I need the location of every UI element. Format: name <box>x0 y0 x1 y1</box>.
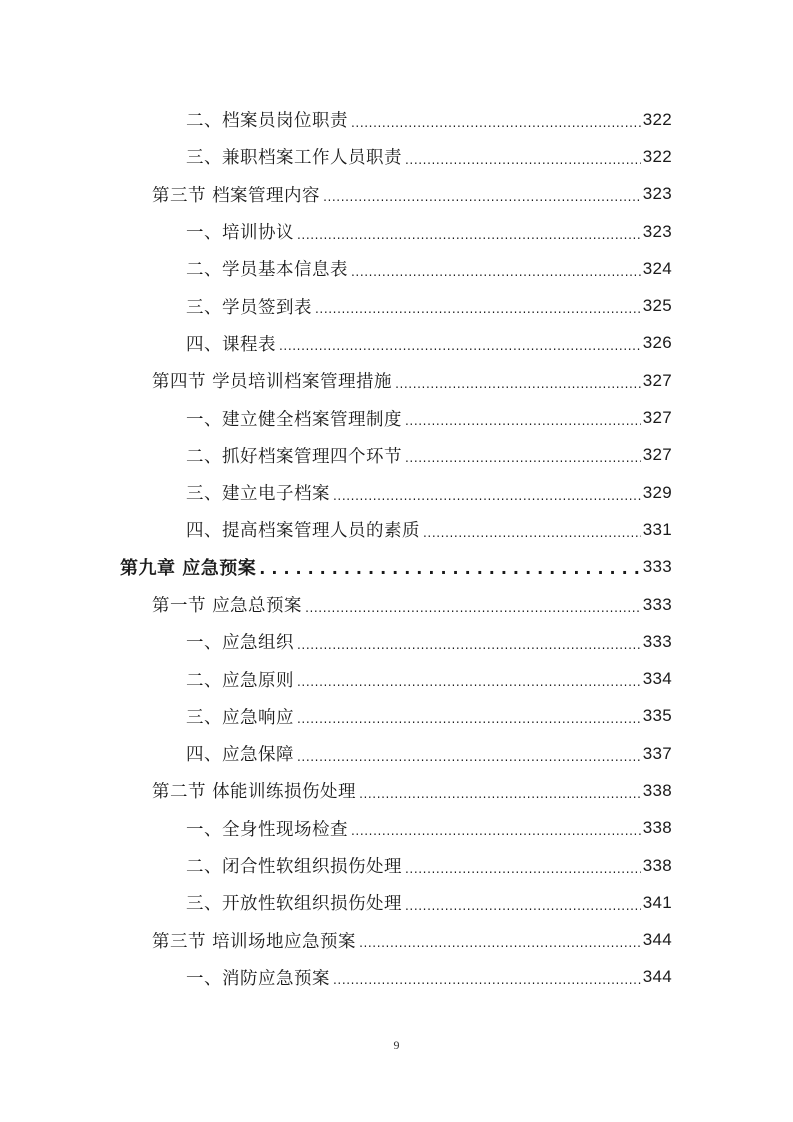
toc-entry-title: 三、建立电子档案 <box>186 484 330 505</box>
dot-leader <box>297 750 641 764</box>
dot-leader <box>359 936 641 950</box>
toc-entry-title: 二、闭合性软组织损伤处理 <box>186 857 402 878</box>
dot-leader <box>395 377 641 391</box>
toc-entry-page-number: 322 <box>642 146 672 166</box>
toc-entry-page-number: 337 <box>642 743 672 763</box>
toc-subsection-entry[interactable] <box>0 101 793 138</box>
table-of-contents <box>0 101 793 996</box>
toc-subsection-entry[interactable] <box>0 511 793 548</box>
toc-entry-page-number: 322 <box>642 109 672 129</box>
toc-section-entry[interactable] <box>0 176 793 213</box>
dot-leader <box>405 862 641 876</box>
dot-leader <box>333 489 641 503</box>
toc-entry-title: 一、培训协议 <box>186 223 294 244</box>
toc-entry-page-number: 334 <box>642 669 672 689</box>
dot-leader <box>405 451 641 465</box>
toc-entry-title: 一、应急组织 <box>186 633 294 654</box>
page-number: 9 <box>393 1038 400 1052</box>
dot-leader <box>405 899 641 913</box>
dot-leader <box>351 265 641 279</box>
toc-entry-title: 第一节 应急总预案 <box>152 596 303 616</box>
dot-leader <box>351 116 641 130</box>
toc-entry-page-number: 333 <box>642 631 672 651</box>
toc-entry-title: 四、课程表 <box>186 334 276 355</box>
dot-leader <box>405 153 641 167</box>
toc-subsection-entry[interactable] <box>0 474 793 511</box>
toc-entry-title: 二、档案员岗位职责 <box>186 111 348 132</box>
dot-leader <box>333 973 641 987</box>
dot-leader <box>297 675 641 689</box>
dot-leader <box>305 601 641 615</box>
dot-leader <box>423 526 641 540</box>
toc-subsection-entry[interactable] <box>0 325 793 362</box>
toc-entry-title: 第二节 体能训练损伤处理 <box>152 782 357 803</box>
toc-entry-page-number: 333 <box>642 594 672 614</box>
toc-entry-page-number: 327 <box>642 408 672 428</box>
dot-leader <box>315 302 641 316</box>
toc-entry-title: 三、应急响应 <box>186 707 294 728</box>
toc-entry-page-number: 324 <box>642 258 672 278</box>
toc-entry-page-number: 344 <box>642 967 672 987</box>
dot-leader <box>259 559 640 578</box>
dot-leader <box>297 228 641 242</box>
toc-entry-title: 一、全身性现场检查 <box>186 819 348 840</box>
toc-entry-title: 第三节 档案管理内容 <box>152 185 321 206</box>
toc-entry-title: 一、消防应急预案 <box>186 968 330 989</box>
toc-subsection-entry[interactable] <box>0 660 793 697</box>
toc-entry-page-number: 326 <box>642 333 672 353</box>
dot-leader <box>359 787 641 801</box>
toc-entry-title: 二、抓好档案管理四个环节 <box>186 446 402 467</box>
toc-entry-title: 第四节 学员培训档案管理措施 <box>152 372 393 393</box>
toc-entry-page-number: 323 <box>642 184 672 204</box>
toc-entry-page-number: 329 <box>642 482 672 502</box>
toc-entry-title: 一、建立健全档案管理制度 <box>186 409 402 430</box>
toc-subsection-entry[interactable] <box>0 623 793 660</box>
toc-entry-title: 三、兼职档案工作人员职责 <box>186 148 402 169</box>
toc-entry-title: 三、开放性软组织损伤处理 <box>186 894 402 915</box>
toc-section-entry[interactable] <box>0 586 793 623</box>
toc-entry-page-number: 331 <box>642 519 672 539</box>
toc-entry-title: 四、应急保障 <box>186 745 294 766</box>
toc-entry-page-number: 327 <box>642 370 672 390</box>
toc-entry-page-number: 341 <box>642 892 672 912</box>
toc-entry-title: 二、应急原则 <box>186 670 294 691</box>
toc-entry-title: 三、学员签到表 <box>186 297 312 318</box>
toc-section-entry[interactable] <box>0 922 793 959</box>
toc-section-entry[interactable] <box>0 772 793 809</box>
toc-entry-page-number: 338 <box>642 780 672 800</box>
toc-entry-page-number: 338 <box>642 818 672 838</box>
toc-subsection-entry[interactable] <box>0 698 793 735</box>
toc-chapter-entry[interactable] <box>0 549 793 586</box>
toc-subsection-entry[interactable] <box>0 437 793 474</box>
toc-subsection-entry[interactable] <box>0 735 793 772</box>
toc-entry-title: 第九章 应急预案 <box>120 558 257 580</box>
toc-entry-title: 第三节 培训场地应急预案 <box>152 931 357 952</box>
dot-leader <box>405 414 641 428</box>
toc-entry-page-number: 344 <box>642 930 672 950</box>
dot-leader <box>297 712 641 726</box>
toc-subsection-entry[interactable] <box>0 213 793 250</box>
dot-leader <box>351 824 641 838</box>
toc-section-entry[interactable] <box>0 362 793 399</box>
toc-subsection-entry[interactable] <box>0 810 793 847</box>
toc-entry-title: 二、学员基本信息表 <box>186 260 348 281</box>
dot-leader <box>323 190 641 204</box>
toc-subsection-entry[interactable] <box>0 287 793 324</box>
toc-entry-title: 四、提高档案管理人员的素质 <box>186 521 420 542</box>
toc-subsection-entry[interactable] <box>0 959 793 996</box>
toc-subsection-entry[interactable] <box>0 399 793 436</box>
toc-subsection-entry[interactable] <box>0 884 793 921</box>
toc-entry-page-number: 335 <box>642 706 672 726</box>
toc-entry-page-number: 327 <box>642 445 672 465</box>
toc-subsection-entry[interactable] <box>0 250 793 287</box>
dot-leader <box>279 339 641 353</box>
toc-entry-page-number: 333 <box>642 557 672 577</box>
toc-entry-page-number: 323 <box>642 221 672 241</box>
dot-leader <box>297 638 641 652</box>
toc-subsection-entry[interactable] <box>0 138 793 175</box>
toc-entry-page-number: 325 <box>642 296 672 316</box>
toc-entry-page-number: 338 <box>642 855 672 875</box>
toc-subsection-entry[interactable] <box>0 847 793 884</box>
